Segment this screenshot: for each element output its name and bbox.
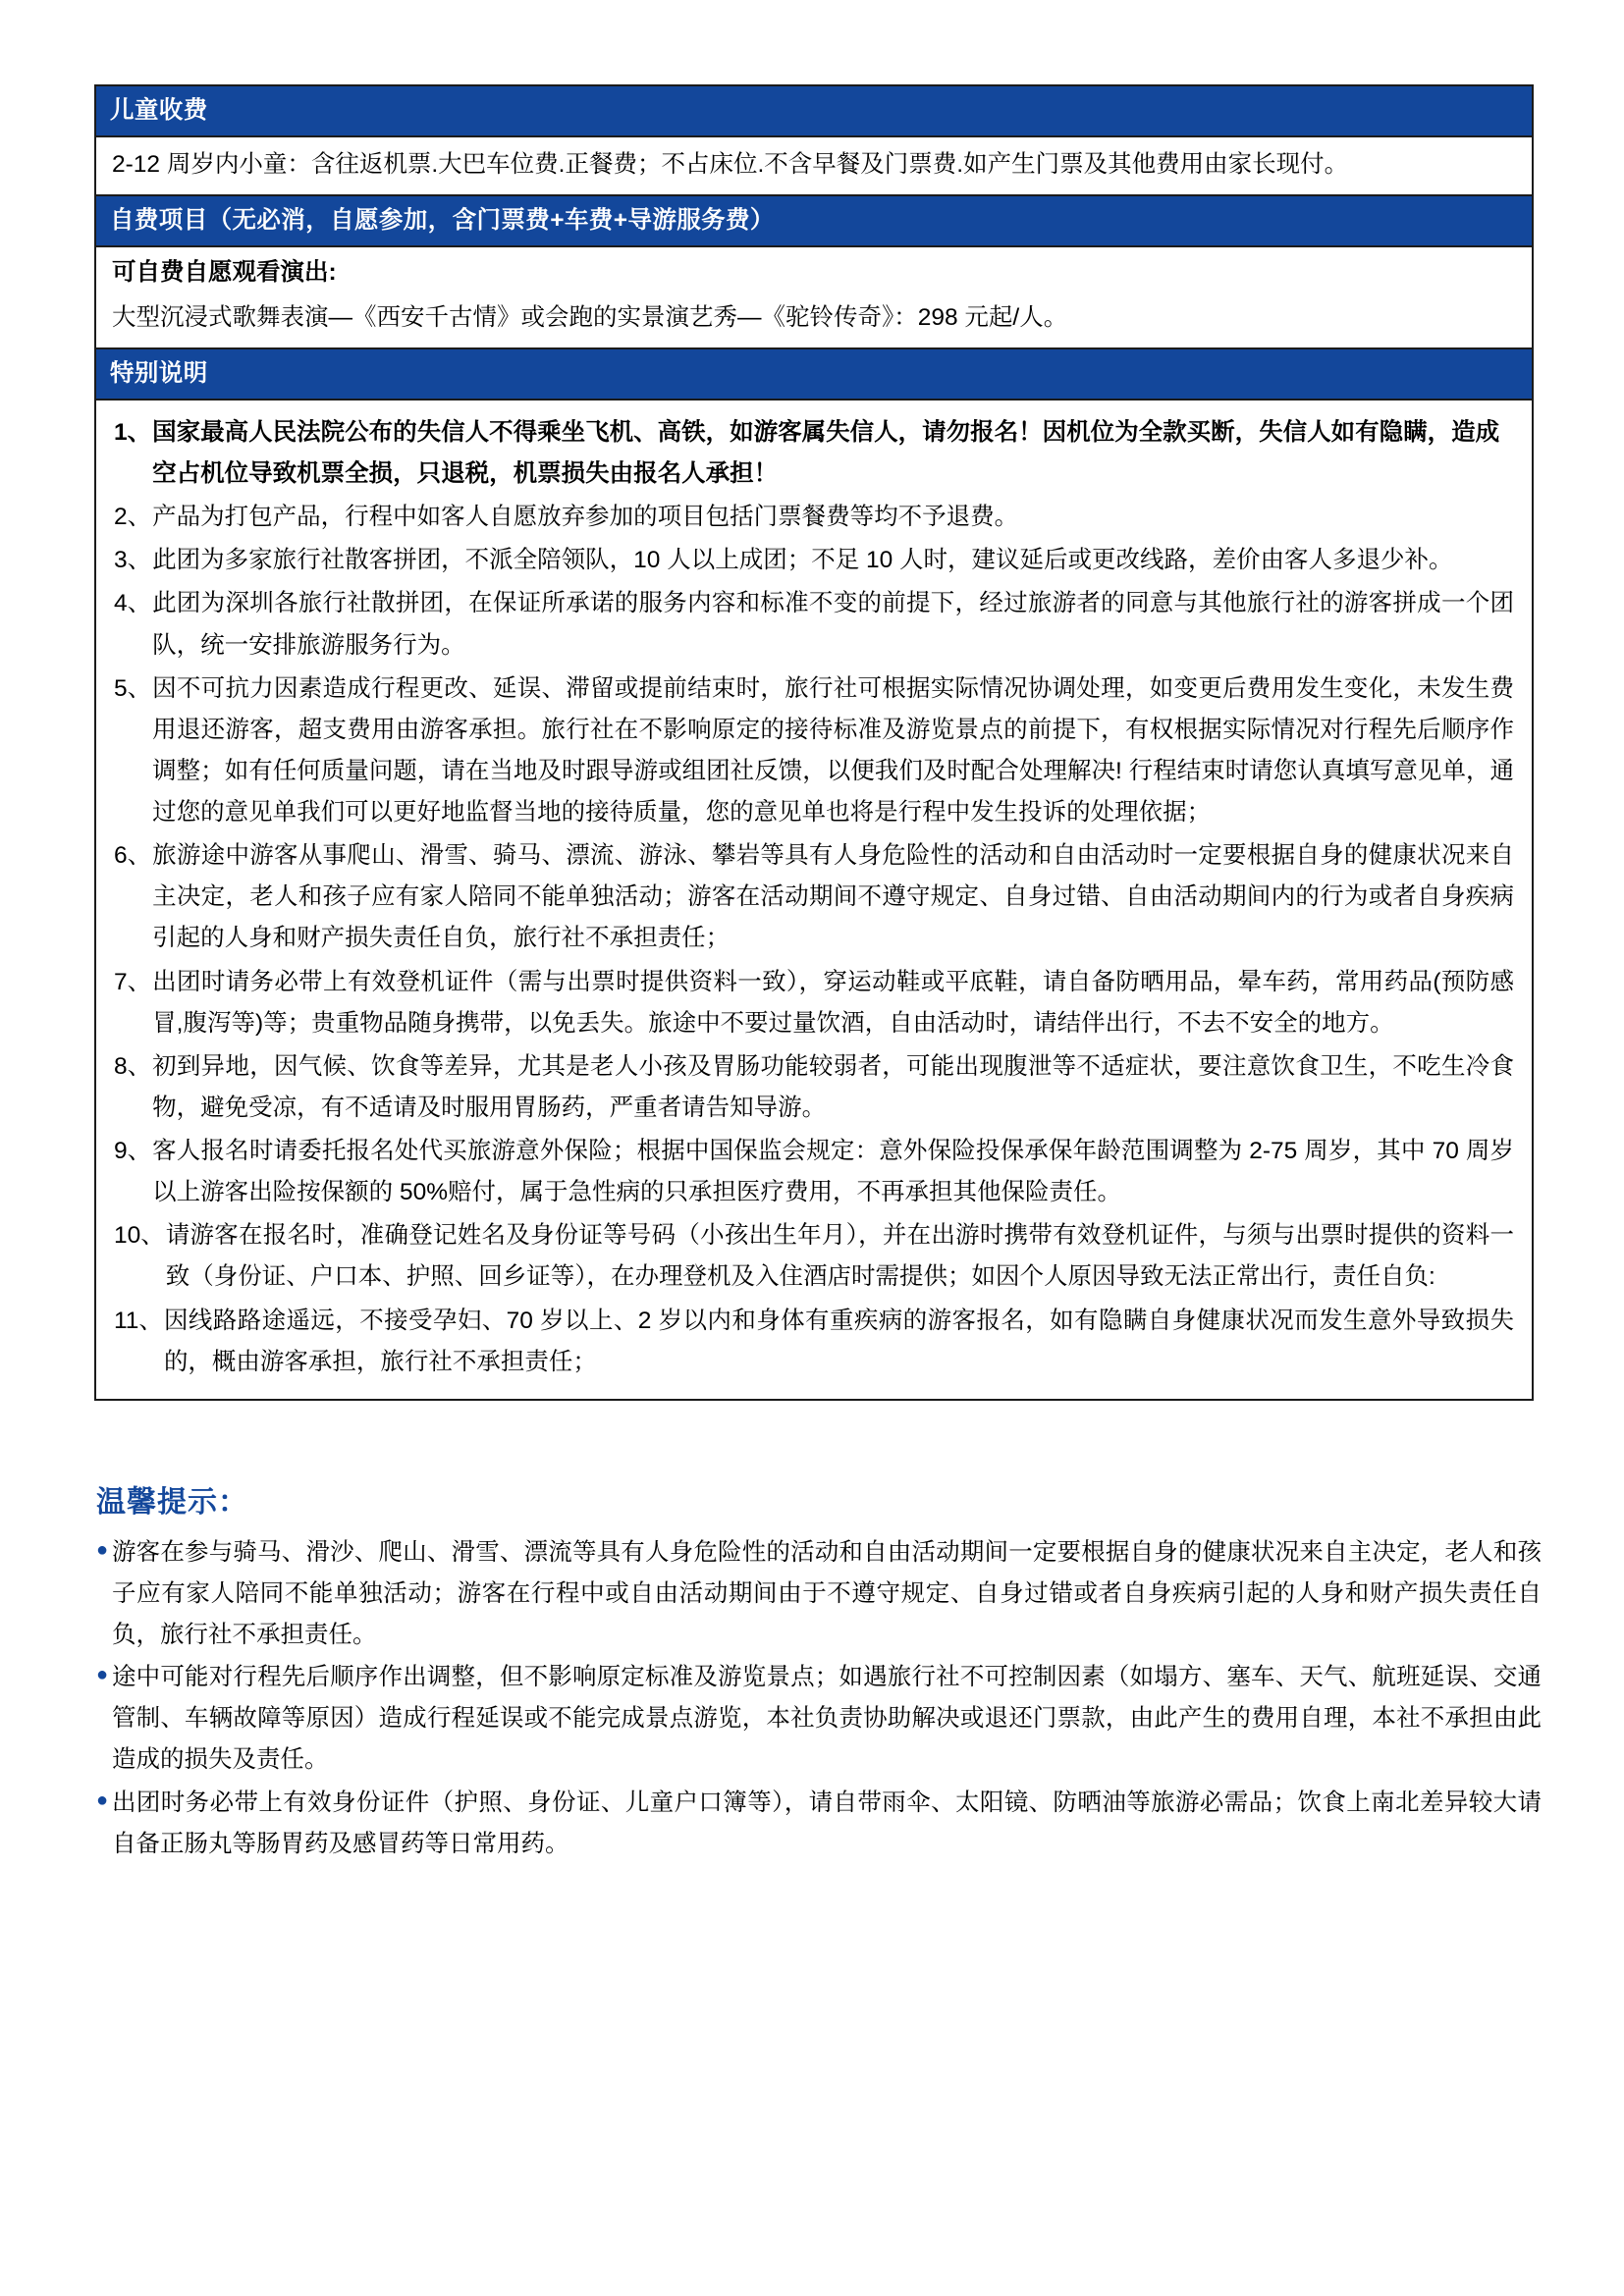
table-row-special-notes [95,400,1533,1400]
special-note-text: 初到异地，因气候、饮食等差异，尤其是老人小孩及胃肠功能较弱者，可能出现腹泄等不适症状，要注意饮食卫生，不吃生冷食物，避免受凉，有不适请及时服用胃肠药，严重者请告知导游。 [152,1052,1514,1121]
special-note-number: 9、 [114,1138,152,1164]
special-note-number: 4、 [114,590,152,617]
special-note-item [114,668,1514,834]
special-note-item [114,1046,1514,1129]
tip-item [96,1783,1542,1865]
bullet-icon: ● [96,1664,109,1686]
special-note-item [114,412,1514,495]
table-row-self-pay-subtitle [95,246,1533,347]
special-note-number: 5、 [114,674,152,702]
special-notes-list [114,412,1514,1383]
tips-section [94,1477,1542,1865]
self-pay-body: 大型沉浸式歌舞表演—《西安千古情》或会跑的实景演艺秀—《驼铃传奇》：298 元起/人。 [112,303,1068,331]
section-header-self-pay: 自费项目（无必消，自愿参加，含门票费+车费+导游服务费） [95,195,1533,246]
tips-list [96,1532,1542,1865]
self-pay-subtitle: 可自费自愿观看演出: [112,259,337,287]
tip-item [96,1657,1542,1781]
table-row-self-pay-header [95,195,1533,246]
special-note-item [114,1301,1514,1383]
notice-table [94,84,1534,1401]
special-note-text: 此团为深圳各旅行社散拼团，在保证所承诺的服务内容和标准不变的前提下，经过旅游者的同意与其他旅行社的游客拼成一个团队，统一安排旅游服务行为。 [152,590,1514,659]
special-note-number: 6、 [114,842,152,870]
special-note-text: 旅游途中游客从事爬山、滑雪、骑马、漂流、游泳、攀岩等具有人身危险性的活动和自由活动时一定要根据自身的健康状况来自主决定，老人和孩子应有家人陪同不能单独活动；游客在活动期间不遵守规定、自身过错、自由活动期间内的行为或者自身疾病引起的人身和财产损失责任自负，旅行社不承担责任； [152,842,1514,952]
table-row-special-header [95,348,1533,400]
self-pay-cell [95,246,1533,347]
special-note-item [114,1215,1514,1298]
special-note-text: 请游客在报名时，准确登记姓名及身份证等号码（小孩出生年月），并在出游时携带有效登机证件，与须与出票时提供的资料一致（身份证、户口本、护照、回乡证等），在办理登机及入住酒店时需提供；如因个人原因导致无法正常出行，责任自负: [165,1222,1514,1291]
special-note-text: 国家最高人民法院公布的失信人不得乘坐飞机、高铁，如游客属失信人，请勿报名！因机位为全款买断，失信人如有隐瞒，造成空占机位导致机票全损，只退税，机票损失由报名人承担！ [152,418,1500,487]
special-note-text: 因线路路途遥远，不接受孕妇、70 岁以上、2 岁以内和身体有重疾病的游客报名，如有隐瞒自身健康状况而发生意外导致损失的，概由游客承担，旅行社不承担责任； [163,1307,1514,1375]
special-note-item [114,962,1514,1044]
tip-text: 游客在参与骑马、滑沙、爬山、滑雪、漂流等具有人身危险性的活动和自由活动期间一定要根据自身的健康状况来自主决定，老人和孩子应有家人陪同不能单独活动；游客在行程中或自由活动期间由于不遵守规定、自身过错或者自身疾病引起的人身和财产损失责任自负，旅行社不承担责任。 [112,1538,1542,1648]
special-note-number: 8、 [114,1052,152,1080]
special-notes-cell [95,400,1533,1400]
special-note-item [114,583,1514,666]
special-note-text: 因不可抗力因素造成行程更改、延误、滞留或提前结束时，旅行社可根据实际情况协调处理，如变更后费用发生变化，未发生费用退还游客，超支费用由游客承担。旅行社在不影响原定的接待标准及游览景点的前提下，有权根据实际情况对行程先后顺序作调整；如有任何质量问题，请在当地及时跟导游或组团社反馈，以便我们及时配合处理解决! 行程结束时请您认真填写意见单，通过您的意见单我们可以更好地监督当地的接待质量，您的意见单也将是行程中发生投诉的处理依据； [152,674,1514,826]
tip-text: 出团时务必带上有效身份证件（护照、身份证、儿童户口簿等），请自带雨伞、太阳镜、防晒油等旅游必需品；饮食上南北差异较大请自备正肠丸等肠胃药及感冒药等日常用药。 [112,1789,1542,1857]
child-fee-body: 2-12 周岁内小童：含往返机票.大巴车位费.正餐费；不占床位.不含早餐及门票费.如产生门票及其他费用由家长现付。 [95,136,1533,195]
special-note-number: 1、 [114,418,152,446]
special-note-item [114,1131,1514,1213]
special-note-item [114,497,1514,538]
table-row-child-fee-body [95,136,1533,195]
special-note-number: 11、 [114,1307,163,1334]
table-row-child-fee-header [95,85,1533,136]
tip-text: 途中可能对行程先后顺序作出调整，但不影响原定标准及游览景点；如遇旅行社不可控制因素（如塌方、塞车、天气、航班延误、交通管制、车辆故障等原因）造成行程延误或不能完成景点游览，本社负责协助解决或退还门票款，由此产生的费用自理，本社不承担由此造成的损失及责任。 [112,1664,1542,1774]
special-note-text: 客人报名时请委托报名处代买旅游意外保险；根据中国保监会规定：意外保险投保承保年龄范围调整为 2-75 周岁，其中 70 周岁以上游客出险按保额的 50%赔付，属于急性病的只承担医疗费用，不再承担其他保险责任。 [152,1138,1514,1206]
special-note-text: 此团为多家旅行社散客拼团，不派全陪领队，10 人以上成团；不足 10 人时，建议延后或更改线路，差价由客人多退少补。 [152,547,1453,574]
special-note-number: 7、 [114,968,152,995]
bullet-icon: ● [96,1789,109,1811]
bullet-icon: ● [96,1538,109,1561]
special-note-item [114,540,1514,581]
tip-item [96,1532,1542,1656]
section-header-child-fee: 儿童收费 [95,85,1533,136]
special-note-number: 10、 [114,1222,165,1250]
special-note-text: 出团时请务必带上有效登机证件（需与出票时提供资料一致），穿运动鞋或平底鞋，请自备防晒用品，晕车药，常用药品(预防感冒,腹泻等)等；贵重物品随身携带，以免丢失。旅途中不要过量饮酒，自由活动时，请结伴出行，不去不安全的地方。 [152,968,1514,1037]
special-note-number: 2、 [114,504,152,531]
special-note-item [114,835,1514,959]
special-note-number: 3、 [114,547,152,574]
section-header-special: 特别说明 [95,348,1533,400]
special-note-text: 产品为打包产品，行程中如客人自愿放弃参加的项目包括门票餐费等均不予退费。 [152,504,1019,531]
tips-title: 温馨提示： [96,1485,248,1519]
